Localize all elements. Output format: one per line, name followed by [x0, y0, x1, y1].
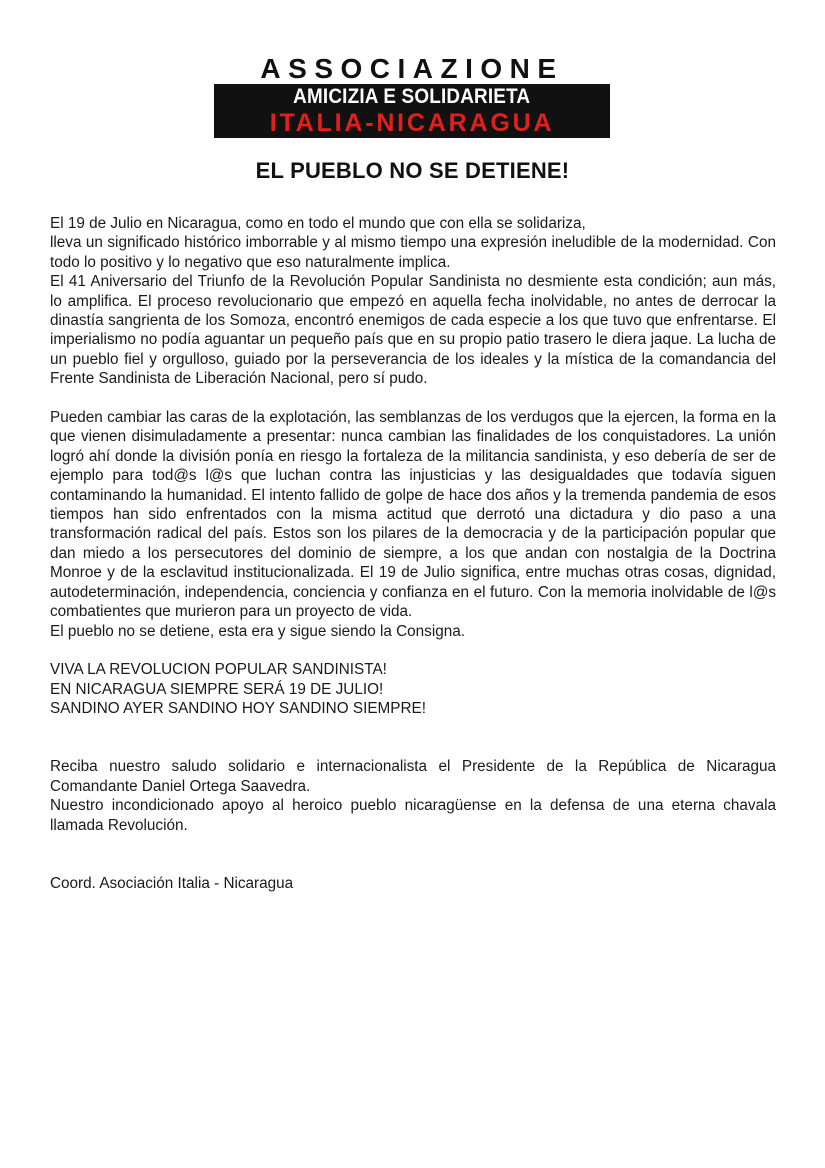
logo-line-amicizia-text: AMICIZIA E SOLIDARIETA	[293, 85, 531, 108]
slogan-line: SANDINO AYER SANDINO HOY SANDINO SIEMPRE!	[50, 700, 426, 718]
spacer	[50, 641, 776, 660]
spacer	[50, 389, 776, 408]
logo-line-italia-nicaragua: ITALIA-NICARAGUA	[214, 109, 610, 138]
paragraph-anniversary: El 41 Aniversario del Triunfo de la Revolución Popular Sandinista no desmiente esta condición; aun más, lo amplifica. El proceso revolucionario que empezó en aquella fecha inolvidable, no antes de derrocar la dinastía sangrienta de los Somoza, encontró enemigos de cada especie a los que tuvo que enfrentarse. El imperialismo no podía aguantar un pequeño país que en su propio patio trasero le diera jaque. La lucha de un pueblo fiel y orgulloso, guiado por la perseverancia de los ideales y la mística de la comandancia del Frente Sandinista de Liberación Nacional, pero sí pudo.	[50, 273, 776, 388]
paragraph-intro: lleva un significado histórico imborrable y al mismo tiempo una expresión ineludible de la modernidad. Con todo lo positivo y lo negativo que eso naturalmente implica.	[50, 234, 776, 271]
paragraph-intro-first-line: El 19 de Julio en Nicaragua, como en todo el mundo que con ella se solidariza,	[50, 215, 586, 232]
association-logo	[214, 54, 610, 138]
logo-line-associazione: ASSOCIAZIONE	[214, 54, 610, 84]
page-title: EL PUEBLO NO SE DETIENE!	[255, 158, 570, 183]
signature: Coord. Asociación Italia - Nicaragua	[50, 874, 294, 892]
letter-body	[50, 214, 776, 893]
spacer	[50, 835, 776, 874]
paragraph-greeting: Reciba nuestro saludo solidario e internacionalista el Presidente de la República de Nicaragua Comandante Daniel Ortega Saavedra.	[50, 758, 776, 795]
logo-line-amicizia	[214, 84, 610, 109]
paragraph-exploitation: Pueden cambiar las caras de la explotación, las semblanzas de los verdugos que la ejercen, la forma en la que vienen disimuladamente a presentar: nunca cambian las finalidades de los conquistadores. La unión logró ahí donde la división ponía en riesgo la fortaleza de la militancia sandinista, y eso debería de ser de ejemplo para tod@s l@s que luchan contra las injusticias y las desigualdades que todavía siguen contaminando la humanidad. El intento fallido de golpe de hace dos años y la tremenda pandemia de esos tiempos han sido enfrentados con la misma actitud que derrotó una dictadura y dio paso a una transformación radical del país. Estos son los pilares de la democracia y de la participación popular que dan miedo a los persecutores del dominio de siempre, a los que andan con nostalgia de la Doctrina Monroe y de la esclavitud institucionalizada. El 19 de Julio significa, entre muchas otras cosas, dignidad, autodeterminación, independencia, conciencia y confianza en el futuro. Con la memoria inolvidable de l@s combatientes que murieron para un proyecto de vida.	[50, 409, 776, 621]
spacer	[50, 719, 776, 758]
paragraph-support: Nuestro incondicionado apoyo al heroico pueblo nicaragüense en la defensa de una eterna chavala llamada Revolución.	[50, 797, 776, 834]
paragraph-consigna: El pueblo no se detiene, esta era y sigue siendo la Consigna.	[50, 622, 465, 640]
slogan-line: EN NICARAGUA SIEMPRE SERÁ 19 DE JULIO!	[50, 680, 384, 698]
slogan-line: VIVA LA REVOLUCION POPULAR SANDINISTA!	[50, 661, 387, 679]
